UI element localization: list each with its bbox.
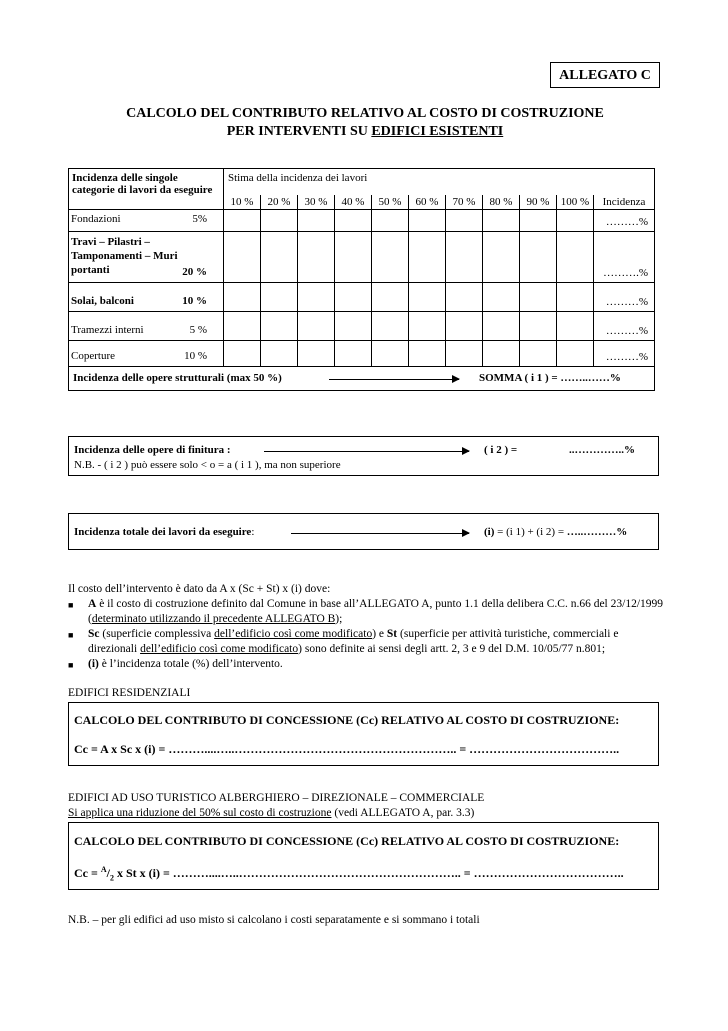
input-cell[interactable] [261,340,298,366]
incidence-table [68,168,655,391]
input-cell[interactable] [335,282,372,311]
row-pct: 10 % [184,349,207,362]
input-cell[interactable] [520,209,557,231]
turistico-sub-rest: (vedi ALLEGATO A, par. 3.3) [331,807,475,819]
turistico-box [68,822,659,890]
input-cell[interactable] [224,340,261,366]
finitura-formula: ( i 2 ) = [484,444,518,456]
input-cell[interactable] [446,340,483,366]
pct-col-70: 70 % [446,195,483,210]
turistico-formula-rest: x St x (i) = ………....…..……………………………………………….. = ……………………………….. [113,866,624,880]
bullet-sc-text2: ) e [372,628,387,640]
turistico-formula-sub: 2 [109,873,114,883]
input-cell[interactable] [409,340,446,366]
bullet-st-bold: St [386,628,398,640]
finitura-value[interactable]: ..…………..% [569,444,635,456]
input-cell[interactable] [261,282,298,311]
row-label-cell [69,231,224,282]
explanation-intro: Il costo dell’intervento è dato da A x (Sc + St) x (i) dove: [68,583,331,595]
input-cell[interactable] [409,209,446,231]
input-cell[interactable] [483,282,520,311]
input-cell[interactable] [483,209,520,231]
pct-col-90: 90 % [520,195,557,210]
input-cell[interactable] [520,231,557,282]
bullet-i-text: è l’incidenza totale (%) dell’intervento. [98,658,283,670]
row-pct: 10 % [182,294,207,307]
input-cell[interactable] [446,282,483,311]
input-cell[interactable] [335,340,372,366]
input-cell[interactable] [483,231,520,282]
input-cell[interactable] [372,231,409,282]
input-cell[interactable] [335,209,372,231]
arrow-icon [291,533,469,534]
pct-col-20: 20 % [261,195,298,210]
finitura-label: Incidenza delle opere di finitura : [74,444,231,456]
row-label: Travi – Pilastri – Tamponamenti – Muri portanti [71,235,178,276]
arrow-icon [264,451,469,452]
input-cell[interactable] [224,282,261,311]
row-pct: 20 % [182,265,207,278]
bullet-a-text: è il costo di costruzione definito dal Comune in base all’ALLEGATO A, punto 1.1 della delibera C.C. n.66 del 23/12/1999 ( [88,598,664,625]
input-cell[interactable] [224,231,261,282]
totale-formula-rest: = (i 1) + (i 2) = [494,526,567,538]
header-category: Incidenza delle singole categorie di lavori da eseguire [69,169,224,210]
input-cell[interactable] [261,311,298,340]
turistico-formula[interactable]: $Cc = ^A/_2$ x St x (i) = ………....…..……………………………………………….. = ……………………………….. [74,865,624,883]
row-pct: 5 % [189,323,207,336]
pct-col-50: 50 % [372,195,409,210]
allegato-label: ALLEGATO C [550,62,660,88]
bullet-sc-under2: dell’edificio così come modificato [140,643,299,655]
input-cell[interactable] [520,282,557,311]
finitura-box [68,436,659,476]
pct-col-80: 80 % [483,195,520,210]
input-cell[interactable] [557,340,594,366]
input-cell[interactable] [298,340,335,366]
input-cell[interactable] [483,340,520,366]
residenziali-box-title: CALCOLO DEL CONTRIBUTO DI CONCESSIONE (Cc) RELATIVO AL COSTO DI COSTRUZIONE: [74,713,620,727]
table-row [69,209,655,231]
bullet-sc-text4: ) sono definite ai sensi degli artt. 2, 3 e 9 del D.M. 10/05/77 n.801; [298,643,606,655]
page-subtitle [60,124,670,140]
row-label-cell [69,282,224,311]
row-label-cell [69,209,224,231]
row-incidenza-value[interactable]: ………% [594,209,655,231]
row-label: Fondazioni [71,212,121,225]
arrow-icon [329,379,459,380]
strutturali-label: Incidenza delle opere strutturali (max 50 %) [73,371,282,384]
bullet-sc-bold: Sc [88,628,100,640]
turistico-formula-sup: A [100,865,107,874]
bullet-icon: ■ [68,660,74,670]
pct-col-100: 100 % [557,195,594,210]
input-cell[interactable] [483,311,520,340]
input-cell[interactable] [298,282,335,311]
row-incidenza-value[interactable]: ………% [594,311,655,340]
input-cell[interactable] [372,340,409,366]
pct-col-10: 10 % [224,195,261,210]
table-footer-cell [69,366,655,390]
bullet-sc-under1: dell’edificio così come modificato [214,628,373,640]
turistico-sub-underlined: Si applica una riduzione del 50% sul costo di costruzione [68,807,332,819]
table-row [69,282,655,311]
row-incidenza-value[interactable]: ………% [594,282,655,311]
input-cell[interactable] [557,209,594,231]
subtitle-prefix: PER INTERVENTI SU [226,124,372,139]
residenziali-box [68,702,659,766]
pct-col-60: 60 % [409,195,446,210]
explanation-bullet-i [88,657,668,672]
bullet-a-end: ); [335,613,343,625]
pct-col-40: 40 % [335,195,372,210]
turistico-box-title: CALCOLO DEL CONTRIBUTO DI CONCESSIONE (Cc) RELATIVO AL COSTO DI COSTRUZIONE: [74,834,620,848]
turistico-heading: EDIFICI AD USO TURISTICO ALBERGHIERO – DIREZIONALE – COMMERCIALE [68,792,485,804]
pct-col-30: 30 % [298,195,335,210]
turistico-formula-prefix: Cc = [74,866,101,880]
bullet-icon: ■ [68,630,74,640]
subtitle-underlined: EDIFICI ESISTENTI [371,124,504,139]
row-label: Coperture [71,349,115,362]
totale-label: Incidenza totale dei lavori da eseguire [74,526,252,538]
input-cell[interactable] [372,311,409,340]
row-label: Tramezzi interni [71,323,144,336]
header-stima: Stima della incidenza dei lavori [224,169,655,195]
row-label-cell [69,340,224,366]
input-cell[interactable] [298,311,335,340]
input-cell[interactable] [298,209,335,231]
input-cell[interactable] [261,209,298,231]
input-cell[interactable] [557,282,594,311]
input-cell[interactable] [446,209,483,231]
input-cell[interactable] [520,340,557,366]
input-cell[interactable] [298,231,335,282]
page-title: CALCOLO DEL CONTRIBUTO RELATIVO AL COSTO DI COSTRUZIONE [126,106,604,121]
input-cell[interactable] [557,231,594,282]
explanation-bullet-a [88,597,668,627]
bullet-sc-text1: (superficie complessiva [99,628,215,640]
footer-note: N.B. – per gli edifici ad uso misto si calcolano i costi separatamente e si sommano i totali [68,914,480,926]
row-label-cell [69,311,224,340]
turistico-subheading [68,806,668,821]
bullet-a-underlined: determinato utilizzando il precedente ALLEGATO B [91,613,336,625]
bullet-icon: ■ [68,600,74,610]
input-cell[interactable] [372,209,409,231]
input-cell[interactable] [224,209,261,231]
residenziali-heading: EDIFICI RESIDENZIALI [68,687,191,699]
input-cell[interactable] [409,311,446,340]
totale-formula [484,526,627,538]
table-footer-row [69,366,655,390]
header-incidenza: Incidenza [594,195,655,210]
input-cell[interactable] [335,231,372,282]
input-cell[interactable] [557,311,594,340]
table-row [69,311,655,340]
row-incidenza-value[interactable]: ………% [594,340,655,366]
input-cell[interactable] [224,311,261,340]
residenziali-formula[interactable]: Cc = A x Sc x (i) = ………....…..……………………………………………….. = ……………………………….. [74,742,620,756]
row-pct: 5% [192,212,207,225]
totale-formula-i: (i) [484,526,495,538]
input-cell[interactable] [520,311,557,340]
finitura-note: N.B. - ( i 2 ) può essere solo < o = a ( i 1 ), ma non superiore [74,459,341,471]
totale-box [68,513,659,550]
row-label: Solai, balconi [71,294,134,307]
input-cell[interactable] [409,231,446,282]
totale-colon: : [251,526,255,538]
input-cell[interactable] [446,231,483,282]
input-cell[interactable] [372,282,409,311]
input-cell[interactable] [335,311,372,340]
somma-value[interactable]: SOMMA ( i 1 ) = ……..……% [479,371,621,384]
bullet-a-bold: A [88,598,97,610]
input-cell[interactable] [261,231,298,282]
totale-value[interactable]: …..………% [566,526,628,538]
input-cell[interactable] [446,311,483,340]
input-cell[interactable] [409,282,446,311]
table-row [69,340,655,366]
explanation-bullet-sc [88,627,668,657]
table-row [69,231,655,282]
bullet-sc-text3: (superficie per attività turistiche, commerciali e direzionali [88,628,619,655]
totale-label-wrap [74,526,254,538]
bullet-i-bold: (i) [88,658,99,670]
row-incidenza-value[interactable]: ……….% [594,231,655,282]
